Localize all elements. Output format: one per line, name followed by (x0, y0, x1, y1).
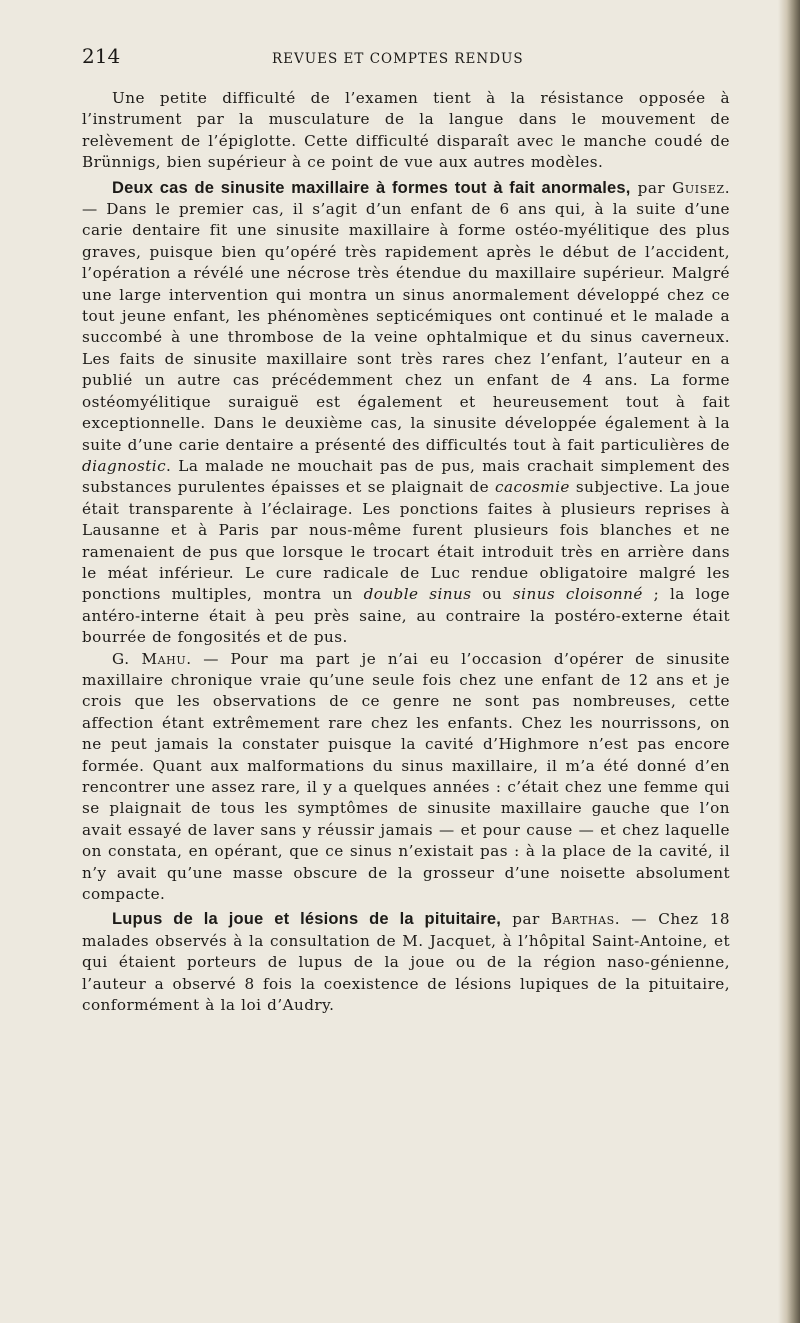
section-text: . — Dans le premier cas, il s’agit d’un enfant de 6 ans qui, à la suite d’une carie dentaire fit une sinusite maxillaire à forme ostéo-myélitique des plus graves, puisque bien qu’opéré très rapidement après le début de l’accident, l’opération a révélé une nécrose très étendue du maxillaire supérieur. Malgré une large intervention qui montra un sinus anormalement développé chez ce tout jeune enfant, les phénomènes septicémiques ont continué et le malade a succombé à une thrombose de la veine ophtalmique et du sinus caverneux. Les faits de sinusite maxillaire sont très rares chez l’enfant, l’auteur en a publié un autre cas précédemment chez un enfant de 4 ans. La forme ostéomyélitique suraiguë est également et heureusement tout à fait exceptionnelle. Dans le deuxième cas, la sinusite développée également à la suite d’une carie dentaire a présenté des difficultés tout à fait particulières de (82, 178, 730, 454)
author-guisez: Guisez (672, 178, 725, 197)
section-text: subjective. La joue était transparente à l’éclairage. Les ponctions faites à plusieurs reprises à Lausanne et à Paris par nous-même furent plusieurs fois blanches et ne ramenaient de pus que lorsque le trocart était introduit très en arrière dans le méat inférieur. Le cure radicale de Luc rendue obligatoire malgré les ponctions multiples, montra un (82, 478, 731, 604)
running-head: REVUES ET COMPTES RENDUS (272, 51, 524, 67)
paragraph-mahu (82, 649, 730, 906)
author-barthas: Barthas (550, 910, 615, 929)
page-header (82, 44, 730, 78)
section-sinusite (82, 178, 730, 649)
author-mahu: G. Mahu (112, 649, 187, 668)
italic-term: double sinus (363, 585, 472, 604)
section-title-lupus: Lupus de la joue et lésions de la pituitaire, (112, 910, 501, 929)
page-body (82, 88, 730, 1016)
page-number: 214 (82, 44, 121, 68)
italic-term: sinus cloisonné (512, 585, 643, 604)
section-lupus (82, 909, 730, 1016)
italic-term: diagnostic (82, 456, 167, 475)
section-text: . — Chez 18 malades observés à la consultation de M. Jacquet, à l’hôpital Saint-Antoine, et qui étaient porteurs de lupus de la joue ou de la région naso-génienne, l’auteur a observé 8 fois la coexistence de lésions lupiques de la pituitaire, conformément à la loi d’Audry. (82, 910, 730, 1015)
paragraph-text: . — Pour ma part je n’ai eu l’occasion d’opérer de sinusite maxillaire chronique vraie qu’une seule fois chez une enfant de 12 ans et je crois que les observations de ce genre ne sont pas nombreuses, cette affection étant extrêmement rare chez les enfants. Chez les nourrissons, on ne peut jamais la constater puisque la cavité d’Highmore n’est pas encore formée. Quant aux malformations du sinus maxillaire, il m’a été donné d’en rencontrer une assez rare, il y a quelques années : c’était chez une femme qui se plaignait de tous les symptômes de sinusite maxillaire gauche que l’on avait essayé de laver sans y réussir jamais — et pour cause — et chez laquelle on constata, en opérant, que ce sinus n’existait pas : à la place de la cavité, il n’y avait qu’une masse obscure de la grosseur d’une noisette absolument compacte. (82, 649, 730, 904)
section-by: par (637, 178, 666, 197)
section-text: . La malade ne mouchait pas de pus, mais crachait simplement des substances purulentes épaisses et se plaignait de (82, 456, 730, 497)
section-title-sinusite: Deux cas de sinusite maxillaire à formes tout à fait anormales, (112, 178, 631, 197)
section-text: ou (482, 585, 503, 604)
paragraph-intro: Une petite difficulté de l’examen tient à la résistance opposée à l’instrument par la musculature de la langue dans le mouvement de relèvement de l’épiglotte. Cette difficulté disparaît avec le manche coudé de Brünnigs, bien supérieur à ce point de vue aux autres modèles. (82, 89, 730, 172)
section-by: par (512, 910, 540, 929)
page-edge-shadow (778, 0, 800, 1323)
page (82, 44, 730, 1016)
section-text: ; la loge antéro-interne était à peu près saine, au contraire la postéro-externe était bourrée de fongosités et de pus. (82, 585, 731, 647)
italic-term: cacosmie (495, 478, 570, 497)
